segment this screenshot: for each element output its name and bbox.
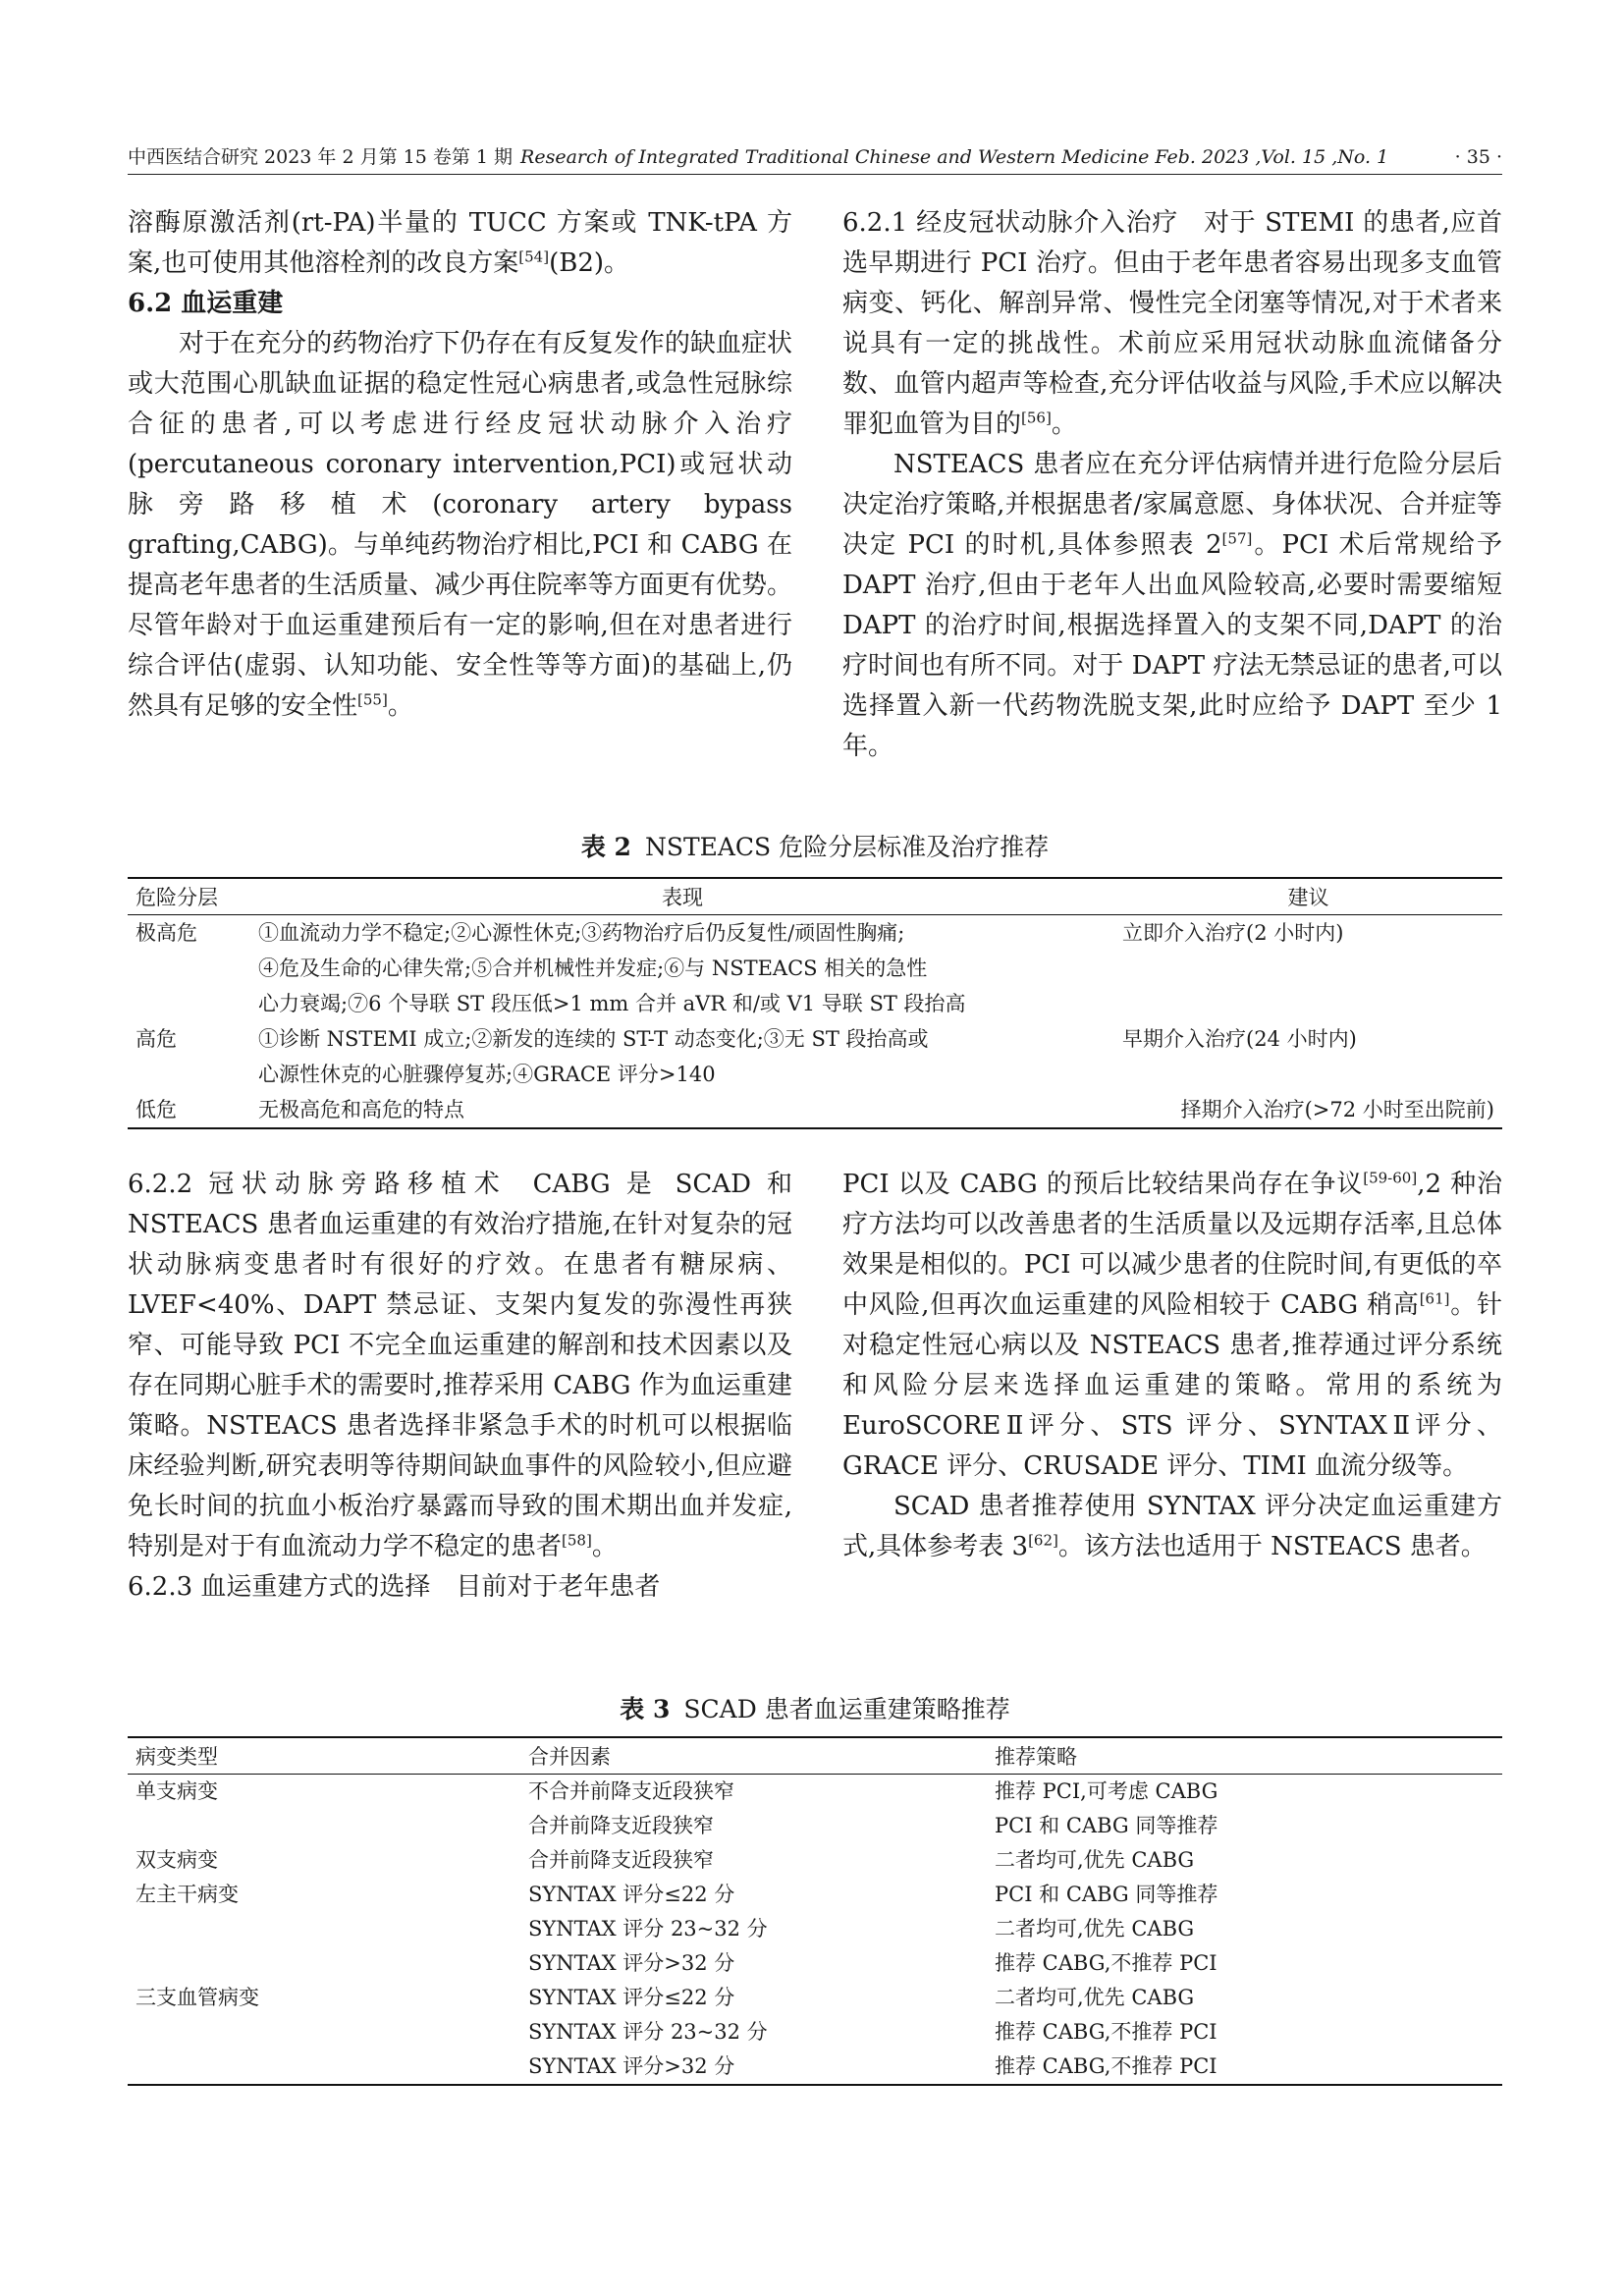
table-header-row (128, 1737, 1502, 1775)
table-3-caption (128, 1693, 1502, 1726)
table-title: SCAD 患者血运重建策略推荐 (683, 1695, 1010, 1723)
table-title: NSTEACS 危险分层标准及治疗推荐 (644, 833, 1050, 861)
strategy-cell: 推荐 CABG,不推荐 PCI (987, 2050, 1502, 2085)
left-column-bottom (128, 1165, 792, 1608)
factor-cell: SYNTAX 评分>32 分 (520, 2050, 987, 2085)
right-column-bottom (842, 1165, 1502, 1567)
column-header: 表现 (250, 878, 1114, 915)
advice-cell: 立即介入治疗(2 小时内) (1122, 921, 1344, 945)
column-header: 病变类型 (128, 1737, 520, 1775)
table-row (128, 1843, 1502, 1878)
lesion-type-cell: 双支病变 (135, 1848, 218, 1872)
factor-cell: SYNTAX 评分≤22 分 (528, 1883, 735, 1906)
paragraph: 对于在充分的药物治疗下仍存在有反复发作的缺血症状或大范围心肌缺血证据的稳定性冠心病患者,或急性冠脉综合征的患者,可以考虑进行经皮冠状动脉介入治疗(percutaneous coronary intervention,PCI)或冠状动脉旁路移植术(coronary artery bypass grafting,CABG)。与单纯药物治疗相比,PCI 和 CABG 在提高老年患者的生活质量、减少再住院率等方面更有优势。尽管年龄对于血运重建预后有一定的影响,但在对患者进行综合评估(虚弱、认知功能、安全性等等方面)的基础上,仍然具有足够的安全性[55]。 (128, 329, 792, 721)
lesion-type-cell (128, 1946, 520, 1981)
presentation-cell: 无极高危和高危的特点 (250, 1092, 1114, 1128)
table-row (128, 2015, 1502, 2050)
advice-cell: 早期介入治疗(24 小时内) (1122, 1027, 1357, 1051)
risk-level: 极高危 (135, 921, 197, 945)
column-header: 推荐策略 (987, 1737, 1502, 1775)
citation: [55] (357, 690, 388, 709)
lesion-type-cell: 左主干病变 (135, 1883, 239, 1906)
lesion-type-cell (128, 1809, 520, 1843)
citation: [58] (562, 1531, 592, 1550)
lesion-type-cell (128, 1912, 520, 1946)
strategy-cell: 推荐 CABG,不推荐 PCI (995, 2020, 1217, 2044)
factor-cell: SYNTAX 评分>32 分 (528, 1951, 735, 1975)
table-3 (128, 1736, 1502, 2086)
citation: [56] (1021, 409, 1052, 427)
right-column-top (842, 203, 1502, 767)
citation: [59-60] (1363, 1169, 1418, 1187)
advice-cell: 择期介入治疗(>72 小时至出院前) (1114, 1092, 1502, 1128)
strategy-cell: PCI 和 CABG 同等推荐 (995, 1814, 1218, 1837)
subsection-heading: 6.2.1 经皮冠状动脉介入治疗 (842, 208, 1178, 238)
strategy-cell: PCI 和 CABG 同等推荐 (995, 1883, 1218, 1906)
table-3-body (128, 1775, 1502, 2086)
citation: [54] (518, 247, 550, 266)
factor-cell: 合并前降支近段狭窄 (528, 1814, 714, 1837)
column-header: 建议 (1114, 878, 1502, 915)
table-number: 表 3 (620, 1695, 671, 1723)
subsection-heading: 6.2.2 冠状动脉旁路移植术 (128, 1170, 508, 1199)
subsection-heading: 6.2.3 血运重建方式的选择 (128, 1572, 431, 1602)
column-header: 危险分层 (128, 878, 250, 915)
citation: [62] (1028, 1531, 1058, 1550)
table-row (128, 1878, 1502, 1912)
paragraph: 溶酶原激活剂(rt-PA)半量的 TUCC 方案或 TNK-tPA 方案,也可使用其他溶栓剂的改良方案[54](B2)。 (128, 208, 792, 278)
table-number: 表 2 (580, 833, 631, 861)
lesion-type-cell (128, 2015, 520, 2050)
lesion-type-cell: 三支血管病变 (135, 1986, 259, 2009)
strategy-cell: 二者均可,优先 CABG (995, 1917, 1195, 1941)
left-column-top (128, 203, 792, 727)
subsection-6-2-1: 6.2.1 经皮冠状动脉介入治疗 对于 STEMI 的患者,应首选早期进行 PCI 治疗。但由于老年患者容易出现多支血管病变、钙化、解剖异常、慢性完全闭塞等情况,对于术者来说具有一定的挑战性。术前应采用冠状动脉血流储备分数、血管内超声等检查,充分评估收益与风险,手术应以解决罪犯血管为目的[56]。 (842, 208, 1502, 439)
table-row (128, 1809, 1502, 1843)
risk-level: 低危 (128, 1092, 250, 1128)
table-2 (128, 877, 1502, 1129)
presentation-cell: ①血流动力学不稳定;②心源性休克;③药物治疗后仍反复性/顽固性胸痛; ④危及生命的心律失常;⑤合并机械性并发症;⑥与 NSTEACS 相关的急性 心力衰竭;⑦6 个导联 ST 段压低>1 mm 合并 aVR 和/或 V1 导联 ST 段抬高 (258, 921, 966, 1015)
journal-name-en: Research of Integrated Traditional Chinese and Western Medicine Feb. 2023 ,Vol. 15 ,No. 1 (520, 146, 1389, 168)
table-header-row (128, 878, 1502, 915)
table-row (128, 915, 1502, 1022)
factor-cell: SYNTAX 评分 23~32 分 (528, 1917, 768, 1941)
section-heading-6-2: 6.2 血运重建 (128, 289, 284, 318)
running-header (128, 144, 1502, 175)
table-row (128, 1946, 1502, 1981)
table-row (128, 1981, 1502, 2015)
risk-level: 高危 (135, 1027, 177, 1051)
strategy-cell: 推荐 CABG,不推荐 PCI (995, 1951, 1217, 1975)
factor-cell: SYNTAX 评分 23~32 分 (528, 2020, 768, 2044)
table-row (128, 1775, 1502, 1810)
table-row (128, 1021, 1502, 1092)
page-number: · 35 · (1454, 146, 1502, 168)
paragraph: NSTEACS 患者应在充分评估病情并进行危险分层后决定治疗策略,并根据患者/家属意愿、身体状况、合并症等决定 PCI 的时机,具体参照表 2[57]。PCI 术后常规给予 DAPT 治疗,但由于老年人出血风险较高,必要时需要缩短 DAPT 的治疗时间,根据选择置入的支架不同,DAPT 的治疗时间也有所不同。对于 DAPT 疗法无禁忌证的患者,可以选择置入新一代药物洗脱支架,此时应给予 DAPT 至少 1 年。 (842, 450, 1502, 761)
table-row (128, 1092, 1502, 1128)
factor-cell: 合并前降支近段狭窄 (528, 1848, 714, 1872)
column-header: 合并因素 (520, 1737, 987, 1775)
journal-name-cn: 中西医结合研究 2023 年 2 月第 15 卷第 1 期 (128, 146, 514, 168)
citation: [57] (1221, 529, 1253, 548)
factor-cell: SYNTAX 评分≤22 分 (528, 1986, 735, 2009)
strategy-cell: 二者均可,优先 CABG (995, 1848, 1195, 1872)
lesion-type-cell (128, 2050, 520, 2085)
factor-cell: 不合并前降支近段狭窄 (528, 1779, 734, 1803)
citation: [61] (1419, 1289, 1450, 1308)
lesion-type-cell: 单支病变 (135, 1779, 218, 1803)
table-2-caption (128, 831, 1502, 864)
strategy-cell: 推荐 PCI,可考虑 CABG (995, 1779, 1218, 1803)
paragraph: PCI 以及 CABG 的预后比较结果尚存在争议[59-60],2 种治疗方法均可以改善患者的生活质量以及远期存活率,且总体效果是相似的。PCI 可以减少患者的住院时间,有更低的卒中风险,但再次血运重建的风险相较于 CABG 稍高[61]。针对稳定性冠心病以及 NSTEACS 患者,推荐通过评分系统和风险分层来选择血运重建的策略。常用的系统为 EuroSCOREⅡ评分、STS 评分、SYNTAXⅡ评分、GRACE 评分、CRUSADE 评分、TIMI 血流分级等。 (842, 1169, 1502, 1481)
table-row (128, 1912, 1502, 1946)
paragraph: SCAD 患者推荐使用 SYNTAX 评分决定血运重建方式,具体参考表 3[62]。该方法也适用于 NSTEACS 患者。 (842, 1492, 1502, 1561)
subsection-6-2-3: 6.2.3 血运重建方式的选择 目前对于老年患者 (128, 1572, 661, 1602)
journal-info (128, 144, 1388, 170)
subsection-6-2-2: 6.2.2 冠状动脉旁路移植术 CABG 是 SCAD 和 NSTEACS 患者血运重建的有效治疗措施,在针对复杂的冠状动脉病变患者时有很好的疗效。在患者有糖尿病、LVEF<40%、DAPT 禁忌证、支架内复发的弥漫性再狭窄、可能导致 PCI 不完全血运重建的解剖和技术因素以及存在同期心脏手术的需要时,推荐采用 CABG 作为血运重建策略。NSTEACS 患者选择非紧急手术的时机可以根据临床经验判断,研究表明等待期间缺血事件的风险较小,但应避免长时间的抗血小板治疗暴露而导致的围术期出血并发症,特别是对于有血流动力学不稳定的患者[58]。 (128, 1170, 793, 1561)
strategy-cell: 二者均可,优先 CABG (995, 1986, 1195, 2009)
table-row (128, 2050, 1502, 2085)
presentation-cell: ①诊断 NSTEMI 成立;②新发的连续的 ST-T 动态变化;③无 ST 段抬高或 心源性休克的心脏骤停复苏;④GRACE 评分>140 (258, 1027, 929, 1086)
